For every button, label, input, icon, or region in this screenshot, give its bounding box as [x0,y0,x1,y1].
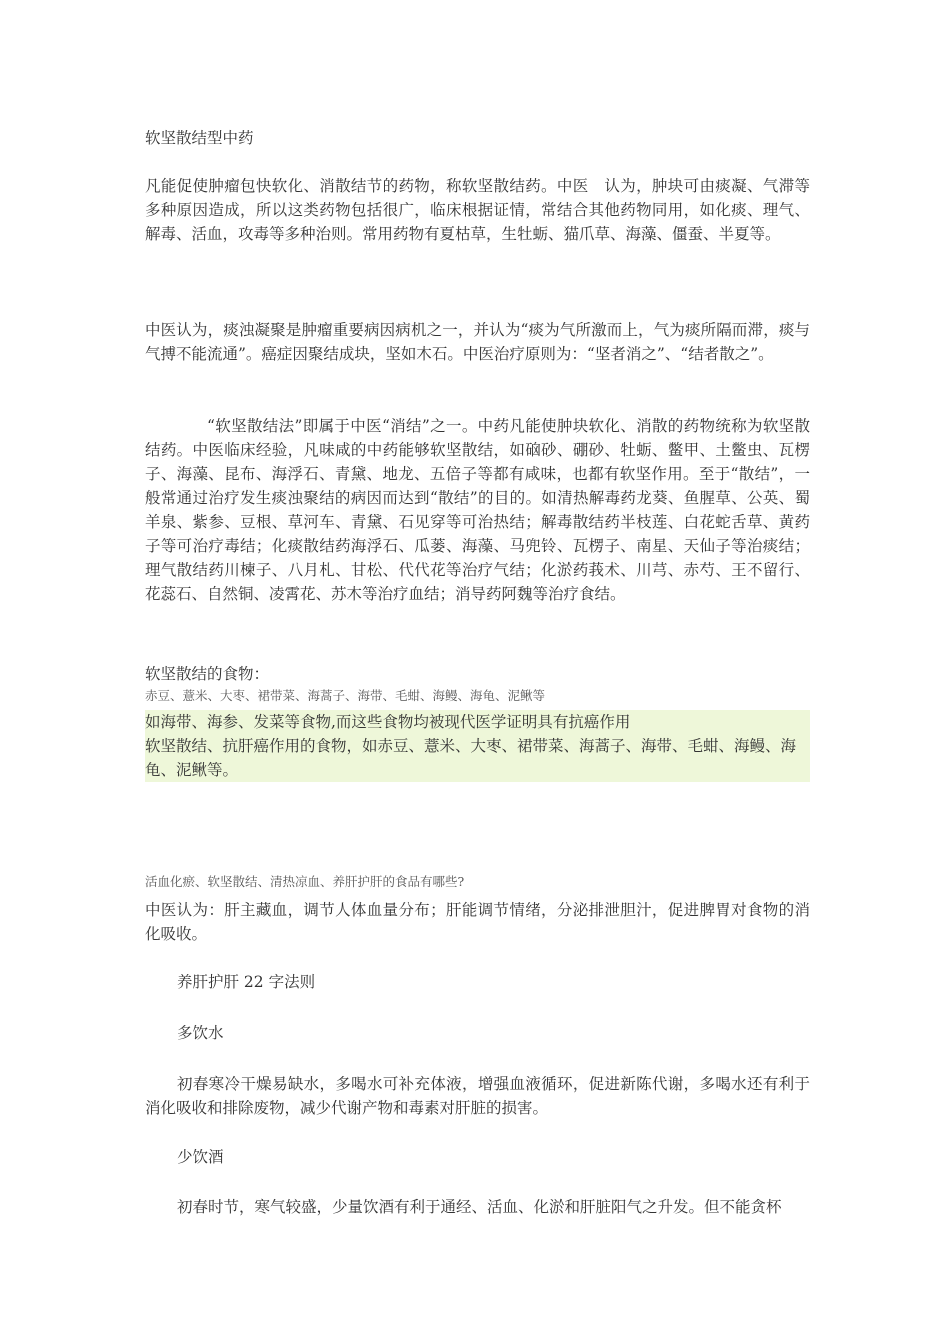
paragraph-drink-water: 初春寒冷干燥易缺水，多喝水可补充体液，增强血液循环，促进新陈代谢，多喝水还有利于消化吸收和排除废物，减少代谢产物和毒素对肝脏的损害。 [145,1075,810,1117]
paragraph-intro: 凡能促使肿瘤包快软化、消散结节的药物，称软坚散结药。中医 认为，肿块可由痰凝、气滞等多种原因造成，所以这类药物包括很广，临床根据证情，常结合其他药物同用，如化痰、理气、解毒、活血，攻毒等多种治则。常用药物有夏枯草，生牡蛎、猫爪草、海藻、僵蚕、半夏等。 [145,177,810,243]
rule-heading: 养肝护肝 22 字法则 [177,973,316,991]
highlight-line-1: 如海带、海参、发菜等食物,而这些食物均被现代医学证明具有抗癌作用 [145,713,631,731]
paragraph-phlegm-theory: 中医认为，痰浊凝聚是肿瘤重要病因病机之一，并认为“痰为气所激而上，气为痰所隔而滞，痰与气搏不能流通”。癌症因聚结成块，坚如木石。中医治疗原则为：“坚者消之”、“结者散之”。 [145,321,810,363]
paragraph-softening-method: “软坚散结法”即属于中医“消结”之一。中药凡能使肿块软化、消散的药物统称为软坚散结药。中医临床经验，凡味咸的中药能够软坚散结，如硇砂、硼砂、牡蛎、鳖甲、土鳖虫、瓦楞子、海藻、昆布、海浮石、青黛、地龙、五倍子等都有咸味，也都有软坚作用。至于“散结”，一般常通过治疗发生痰浊聚结的病因而达到“散结”的目的。如清热解毒药龙葵、鱼腥草、公英、蜀羊泉、紫参、豆根、草河车、青黛、石见穿等可治热结；解毒散结药半枝莲、白花蛇舌草、黄药子等可治疗毒结；化痰散结药海浮石、瓜蒌、海藻、马兜铃、瓦楞子、南星、天仙子等治痰结；理气散结药川楝子、八月札、甘松、代代花等治疗气结；化淤药莪术、川芎、赤芍、王不留行、花蕊石、自然铜、凌霄花、苏木等治疗血结；消导药阿魏等治疗食结。 [145,417,810,603]
subheading-drink-water: 多饮水 [177,1024,224,1042]
highlight-line-2: 软坚散结、抗肝癌作用的食物，如赤豆、薏米、大枣、裙带菜、海蒿子、海带、毛蚶、海鳗、海龟、泥鳅等。 [145,737,797,779]
food-heading: 软坚散结的食物： [145,665,270,683]
doc-title: 软坚散结型中药 [145,129,254,147]
paragraph-less-alcohol: 初春时节，寒气较盛，少量饮酒有利于通经、活血、化淤和肝脏阳气之升发。但不能贪杯 [177,1198,782,1216]
subheading-less-alcohol: 少饮酒 [177,1148,224,1166]
food-list: 赤豆、薏米、大枣、裙带菜、海蒿子、海带、毛蚶、海鳗、海龟、泥鳅等 [145,688,546,703]
highlighted-block [145,710,810,782]
question-heading: 活血化瘀、软坚散结、清热凉血、养肝护肝的食品有哪些? [145,874,465,889]
paragraph-liver-answer: 中医认为：肝主藏血，调节人体血量分布；肝能调节情绪，分泌排泄胆汁，促进脾胃对食物的消化吸收。 [145,901,810,943]
